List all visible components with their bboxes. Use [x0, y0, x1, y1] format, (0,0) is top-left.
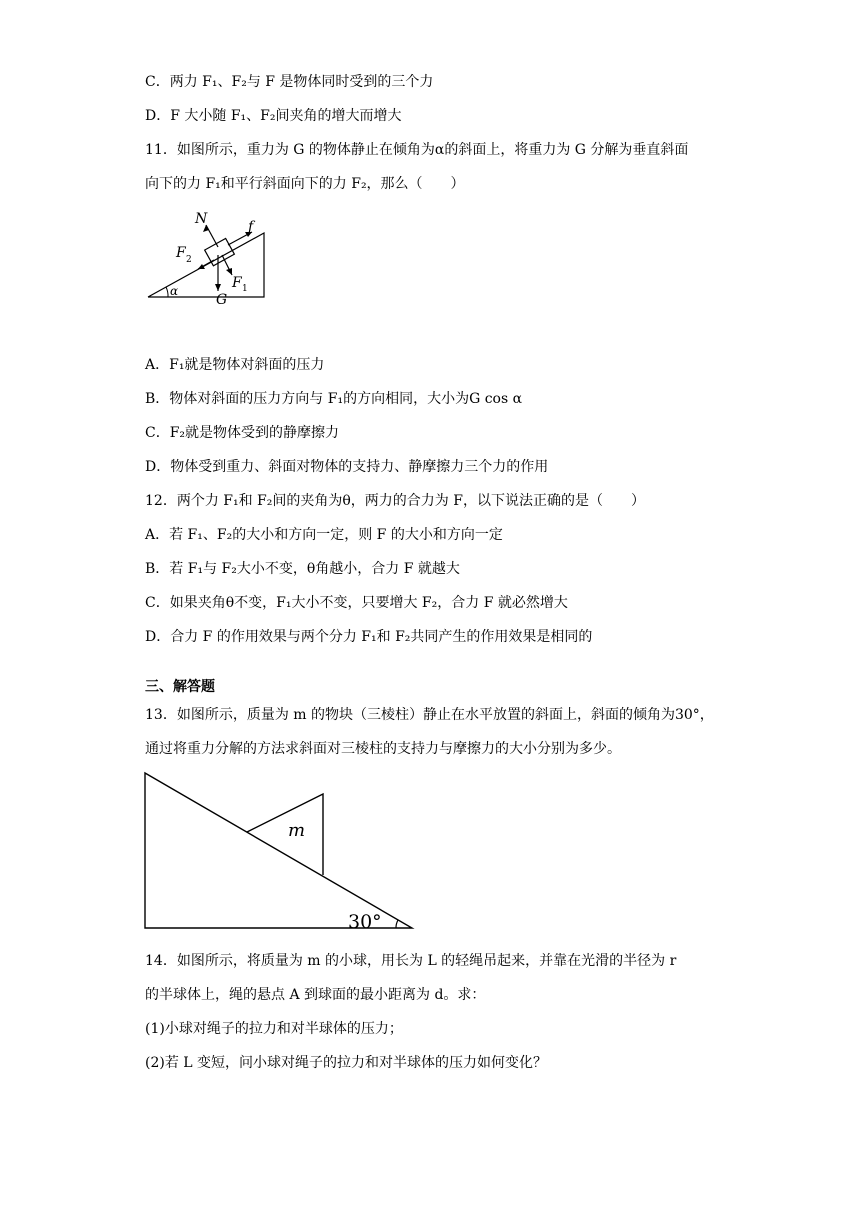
q12-option-d: D．合力 F 的作用效果与两个分力 F₁和 F₂共同产生的作用效果是相同的 [145, 629, 593, 645]
q14-part1: (1)小球对绳子的拉力和对半球体的压力； [145, 1021, 403, 1037]
label-30deg: 30° [348, 911, 382, 932]
q11-stem-line1: 11．如图所示，重力为 G 的物体静止在倾角为α的斜面上，将重力为 G 分解为垂直斜面 [145, 142, 689, 158]
q12-option-c: C．如果夹角θ不变，F₁大小不变，只要增大 F₂，合力 F 就必然增大 [145, 595, 568, 611]
q12-option-b: B．若 F₁与 F₂大小不变，θ角越小，合力 F 就越大 [145, 561, 460, 577]
label-f1: F [232, 275, 242, 291]
q10-option-d: D．F 大小随 F₁、F₂间夹角的增大而增大 [145, 108, 402, 124]
q14-part2: (2)若 L 变短，问小球对绳子的拉力和对半球体的压力如何变化？ [145, 1055, 548, 1071]
label-m: m [288, 820, 306, 841]
label-f2-sub: 2 [186, 255, 192, 265]
label-f2: F [176, 245, 186, 261]
label-f: f [248, 219, 254, 235]
q13-stem-line2: 通过将重力分解的方法求斜面对三棱柱的支持力与摩擦力的大小分别为多少。 [145, 741, 621, 757]
q12-stem: 12．两个力 F₁和 F₂间的夹角为θ，两力的合力为 F，以下说法正确的是（ ） [145, 493, 645, 509]
label-n: N [195, 211, 208, 227]
large-incline [145, 773, 412, 928]
q12-option-a: A．若 F₁、F₂的大小和方向一定，则 F 的大小和方向一定 [145, 527, 503, 543]
label-alpha: α [170, 284, 179, 298]
label-g: G [216, 292, 228, 305]
q14-stem-line1: 14．如图所示，将质量为 m 的小球，用长为 L 的轻绳吊起来，并靠在光滑的半径为 r [145, 953, 677, 969]
q13-stem-line1: 13．如图所示，质量为 m 的物块（三棱柱）静止在水平放置的斜面上，斜面的倾角为30°， [145, 707, 714, 723]
q11-stem-line2: 向下的力 F₁和平行斜面向下的力 F₂，那么（ ） [145, 176, 465, 192]
q11-option-d: D．物体受到重力、斜面对物体的支持力、静摩擦力三个力的作用 [145, 459, 549, 475]
q14-stem-line2: 的半球体上，绳的悬点 A 到球面的最小距离为 d。求： [145, 987, 486, 1003]
q11-option-c: C．F₂就是物体受到的静摩擦力 [145, 425, 340, 441]
q11-incline-figure [140, 205, 275, 305]
prism-block [247, 794, 323, 875]
section-title: 三、解答题 [145, 679, 215, 695]
q11-option-a: A．F₁就是物体对斜面的压力 [145, 357, 325, 373]
label-f1-sub: 1 [242, 284, 248, 294]
q11-option-b: B．物体对斜面的压力方向与 F₁的方向相同，大小为G cos α [145, 391, 523, 407]
q13-incline-figure [140, 770, 420, 932]
q10-option-c: C．两力 F₁、F₂与 F 是物体同时受到的三个力 [145, 74, 434, 90]
